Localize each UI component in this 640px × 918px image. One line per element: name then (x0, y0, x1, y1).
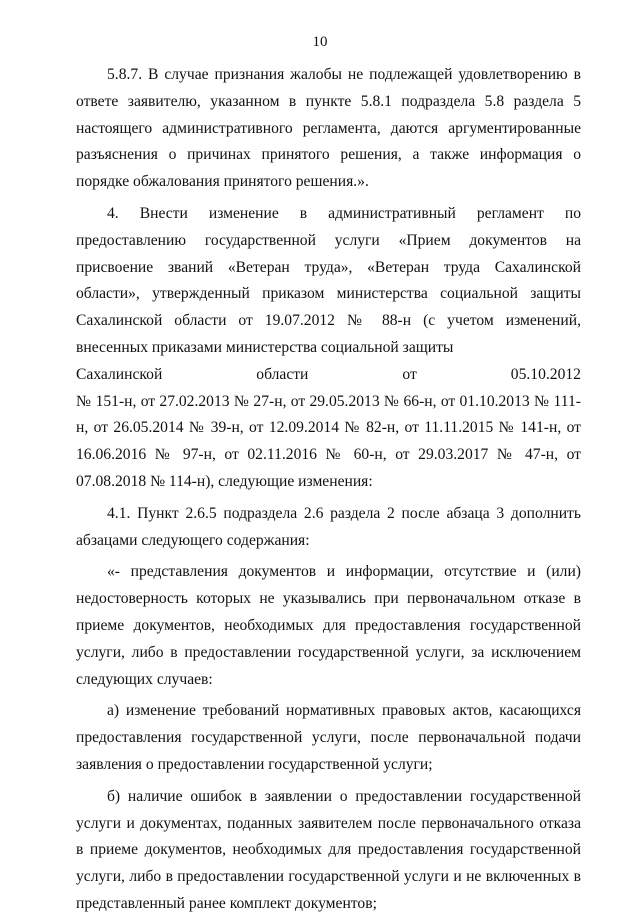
split-word-4: 05.10.2012 (510, 365, 581, 383)
split-line (76, 362, 581, 389)
paragraph-item-b: б) наличие ошибок в заявлении о предоставлении государственной услуги и документах, поданных заявителем после первоначального отказа в приеме документов, необходимых для предоставления государственной услуги, либо в предоставлении государственной услуги и не включенных в представленный ранее комплект документов; (76, 787, 581, 912)
page-number: 10 (312, 34, 328, 50)
paragraph-4-continued: № 151-н, от 27.02.2013 № 27-н, от 29.05.2013 № 66-н, от 01.10.2013 № 111-н, от 26.05.2014 № 39-н, от 12.09.2014 № 82-н, от 11.11.2015 № 141-н, от 16.06.2016 № 97-н, от 02.11.2016 № 60-н, от 29.03.2017 № 47-н, от 07.08.2018 № 114-н), следующие изменения: (76, 392, 581, 490)
document-body (76, 62, 581, 918)
split-word-1: Сахалинской (76, 365, 163, 383)
split-word-2: области (256, 365, 309, 383)
paragraph-4-intro: 4. Внести изменение в административный регламент по предоставлению государственной услуги «Прием документов на присвоение званий «Ветеран труда», «Ветеран труда Сахалинской области», утвержденный приказом министерства социальной защиты Сахалинской области от 19.07.2012 № 88-н (с учетом изменений, внесенных приказами министерства социальной защиты (76, 204, 581, 356)
paragraph-quote: «- представления документов и информации, отсутствие и (или) недостоверность которых не указывались при первоначальном отказе в приеме документов, необходимых для предоставления государственной услуги, либо в предоставлении государственной услуги, за исключением следующих случаев: (76, 563, 581, 688)
paragraph-item-a: а) изменение требований нормативных правовых актов, касающихся предоставления государственной услуги, после первоначальной подачи заявления о предоставлении государственной услуги; (76, 702, 581, 773)
paragraph-5-8-7: 5.8.7. В случае признания жалобы не подлежащей удовлетворению в ответе заявителю, указанном в пункте 5.8.1 подраздела 5.8 раздела 5 настоящего административного регламента, даются аргументированные разъяснения о причинах принятого решения, а также информация о порядке обжалования принятого решения.». (76, 66, 581, 191)
paragraph-4-1: 4.1. Пункт 2.6.5 подраздела 2.6 раздела 2 после абзаца 3 дополнить абзацами следующего содержания: (76, 504, 581, 549)
split-word-3: от (402, 365, 417, 383)
